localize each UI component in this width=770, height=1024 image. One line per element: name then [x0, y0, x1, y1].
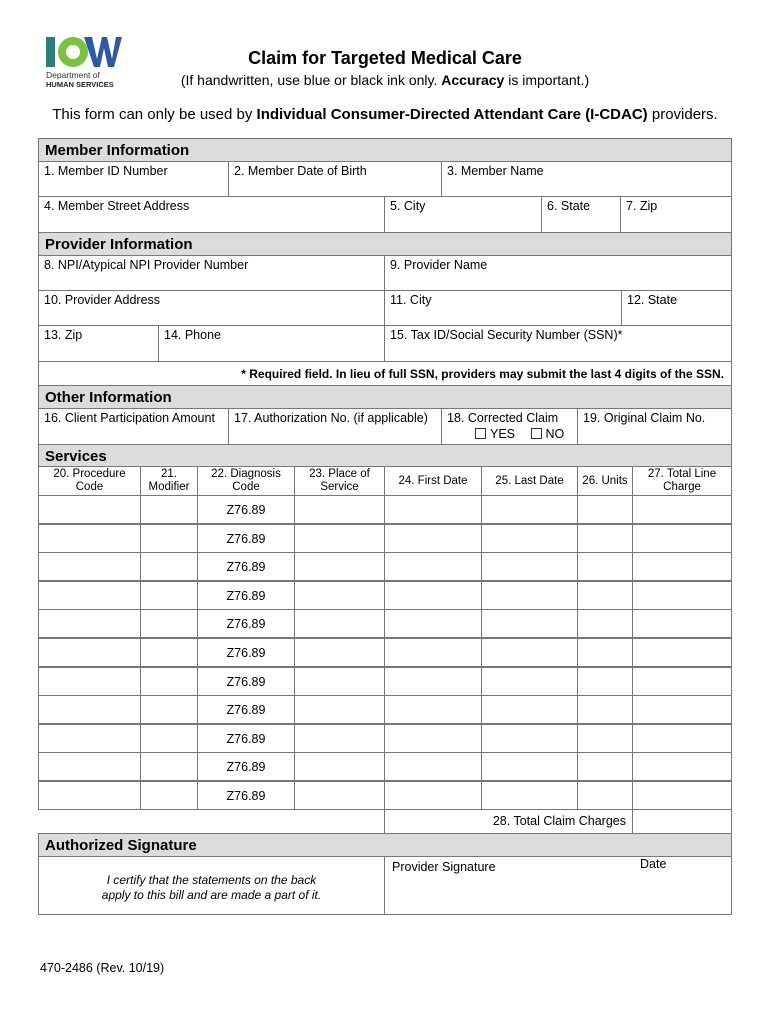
service-cell[interactable] [481, 495, 578, 524]
other-info-header: Other Information [38, 385, 732, 409]
diagnosis-code-cell: Z76.89 [197, 752, 295, 781]
service-cell[interactable] [384, 638, 482, 667]
service-cell[interactable] [140, 752, 198, 781]
service-cell[interactable] [294, 495, 385, 524]
service-cell[interactable] [481, 724, 578, 753]
service-cell[interactable] [38, 609, 141, 638]
date-label: Date [640, 857, 667, 871]
service-cell[interactable] [38, 781, 141, 810]
service-cell[interactable] [294, 752, 385, 781]
signature-header: Authorized Signature [38, 833, 732, 857]
service-cell[interactable] [384, 752, 482, 781]
diagnosis-code-cell: Z76.89 [197, 638, 295, 667]
provider-taxid-field[interactable]: 15. Tax ID/Social Security Number (SSN)* [384, 325, 732, 362]
col-last-date: 25. Last Date [481, 466, 578, 496]
no-label: NO [545, 427, 565, 441]
service-cell[interactable] [38, 495, 141, 524]
service-cell[interactable] [384, 524, 482, 553]
service-cell[interactable] [632, 581, 732, 610]
service-cell[interactable] [577, 581, 633, 610]
service-cell[interactable] [384, 695, 482, 724]
provider-address-field[interactable]: 10. Provider Address [38, 290, 385, 326]
service-cell[interactable] [384, 609, 482, 638]
service-cell[interactable] [294, 552, 385, 581]
service-cell[interactable] [38, 552, 141, 581]
service-cell[interactable] [38, 581, 141, 610]
service-cell[interactable] [577, 667, 633, 696]
service-cell[interactable] [481, 781, 578, 810]
service-cell[interactable] [577, 781, 633, 810]
diagnosis-code-cell: Z76.89 [197, 695, 295, 724]
service-cell[interactable] [481, 638, 578, 667]
service-cell[interactable] [294, 667, 385, 696]
total-claim-charges-label: 28. Total Claim Charges [384, 809, 633, 834]
col-modifier: 21. Modifier [140, 466, 198, 496]
certification-text [38, 873, 385, 903]
service-cell[interactable] [140, 495, 198, 524]
member-state-field[interactable]: 6. State [541, 196, 621, 233]
service-cell[interactable] [384, 552, 482, 581]
service-cell[interactable] [481, 581, 578, 610]
diagnosis-code-cell: Z76.89 [197, 524, 295, 553]
service-cell[interactable] [140, 695, 198, 724]
service-cell[interactable] [38, 524, 141, 553]
services-header: Services [38, 444, 732, 467]
diagnosis-code-cell: Z76.89 [197, 495, 295, 524]
service-cell[interactable] [38, 752, 141, 781]
col-total-line-charge: 27. Total Line Charge [632, 466, 732, 496]
service-cell[interactable] [632, 638, 732, 667]
diagnosis-code-cell: Z76.89 [197, 552, 295, 581]
service-cell[interactable] [140, 524, 198, 553]
service-cell[interactable] [384, 667, 482, 696]
provider-city-field[interactable]: 11. City [384, 290, 622, 326]
service-cell[interactable] [294, 781, 385, 810]
member-city-field[interactable]: 5. City [384, 196, 542, 233]
service-cell[interactable] [140, 724, 198, 753]
service-cell[interactable] [481, 552, 578, 581]
cert-line2: apply to this bill and are made a part of it. [101, 888, 322, 902]
provider-signature-label: Provider Signature [392, 860, 496, 874]
dept-line2: HUMAN SERVICES [46, 80, 114, 89]
service-cell[interactable] [577, 638, 633, 667]
service-cell[interactable] [632, 695, 732, 724]
service-cell[interactable] [481, 752, 578, 781]
member-address-field[interactable]: 4. Member Street Address [38, 196, 385, 233]
cert-line1: I certify that the statements on the back [106, 873, 317, 887]
provider-zip-field[interactable]: 13. Zip [38, 325, 159, 362]
col-first-date: 24. First Date [384, 466, 482, 496]
service-cell[interactable] [577, 752, 633, 781]
service-cell[interactable] [632, 724, 732, 753]
service-cell[interactable] [38, 724, 141, 753]
yes-checkbox[interactable] [475, 428, 486, 439]
no-checkbox[interactable] [531, 428, 542, 439]
service-cell[interactable] [384, 781, 482, 810]
diagnosis-code-cell: Z76.89 [197, 581, 295, 610]
service-cell[interactable] [140, 781, 198, 810]
authorization-no-field[interactable]: 17. Authorization No. (if applicable) [228, 408, 442, 445]
service-cell[interactable] [140, 638, 198, 667]
service-cell[interactable] [577, 495, 633, 524]
provider-npi-field[interactable]: 8. NPI/Atypical NPI Provider Number [38, 255, 385, 291]
provider-info-header: Provider Information [38, 232, 732, 256]
form-subtitle: (If handwritten, use blue or black ink only. Accuracy is important.) [180, 72, 590, 88]
service-cell[interactable] [384, 581, 482, 610]
service-cell[interactable] [140, 552, 198, 581]
service-cell[interactable] [38, 667, 141, 696]
service-cell[interactable] [481, 695, 578, 724]
client-participation-field[interactable]: 16. Client Participation Amount [38, 408, 229, 445]
yes-label: YES [490, 427, 516, 441]
member-name-field[interactable]: 3. Member Name [441, 161, 732, 197]
provider-name-field[interactable]: 9. Provider Name [384, 255, 732, 291]
col-units: 26. Units [577, 466, 633, 496]
member-dob-field[interactable]: 2. Member Date of Birth [228, 161, 442, 197]
total-claim-charges-field[interactable] [632, 809, 732, 834]
service-cell[interactable] [294, 581, 385, 610]
corrected-claim-field [441, 408, 578, 445]
service-cell[interactable] [481, 609, 578, 638]
ssn-required-note: * Required field. In lieu of full SSN, providers may submit the last 4 digits of the SSN. [241, 367, 724, 381]
col-place-of-service: 23. Place of Service [294, 466, 385, 496]
diagnosis-code-cell: Z76.89 [197, 609, 295, 638]
service-cell[interactable] [294, 524, 385, 553]
member-info-header: Member Information [38, 138, 732, 162]
service-cell[interactable] [481, 524, 578, 553]
service-cell[interactable] [632, 667, 732, 696]
service-cell[interactable] [38, 695, 141, 724]
service-cell[interactable] [294, 695, 385, 724]
form-title: Claim for Targeted Medical Care [248, 48, 522, 68]
service-cell[interactable] [294, 724, 385, 753]
col-procedure-code: 20. Procedure Code [38, 466, 141, 496]
service-cell[interactable] [632, 495, 732, 524]
service-cell[interactable] [632, 752, 732, 781]
diagnosis-code-cell: Z76.89 [197, 667, 295, 696]
service-cell[interactable] [294, 638, 385, 667]
service-cell[interactable] [140, 667, 198, 696]
corrected-claim-label: 18. Corrected Claim [447, 411, 559, 425]
member-zip-field[interactable]: 7. Zip [620, 196, 732, 233]
service-cell[interactable] [577, 552, 633, 581]
service-cell[interactable] [384, 724, 482, 753]
service-cell[interactable] [384, 495, 482, 524]
service-cell[interactable] [632, 524, 732, 553]
member-id-field[interactable]: 1. Member ID Number [38, 161, 229, 197]
corrected-claim-options [447, 427, 577, 441]
service-cell[interactable] [38, 638, 141, 667]
dept-line1: Department of [46, 70, 100, 80]
service-cell[interactable] [577, 695, 633, 724]
form-number: 470-2486 (Rev. 10/19) [40, 961, 165, 975]
service-cell[interactable] [140, 609, 198, 638]
service-cell[interactable] [577, 609, 633, 638]
service-cell[interactable] [294, 609, 385, 638]
service-cell[interactable] [140, 581, 198, 610]
service-cell[interactable] [632, 781, 732, 810]
col-diagnosis-code: 22. Diagnosis Code [197, 466, 295, 496]
service-cell[interactable] [577, 724, 633, 753]
form-intro: This form can only be used by Individual Consumer-Directed Attendant Care (I-CDAC) providers. [52, 106, 718, 123]
diagnosis-code-cell: Z76.89 [197, 781, 295, 810]
service-cell[interactable] [632, 552, 732, 581]
provider-phone-field[interactable]: 14. Phone [158, 325, 385, 362]
service-cell[interactable] [577, 524, 633, 553]
service-cell[interactable] [632, 609, 732, 638]
diagnosis-code-cell: Z76.89 [197, 724, 295, 753]
original-claim-field[interactable]: 19. Original Claim No. [577, 408, 732, 445]
service-cell[interactable] [481, 667, 578, 696]
provider-state-field[interactable]: 12. State [621, 290, 732, 326]
